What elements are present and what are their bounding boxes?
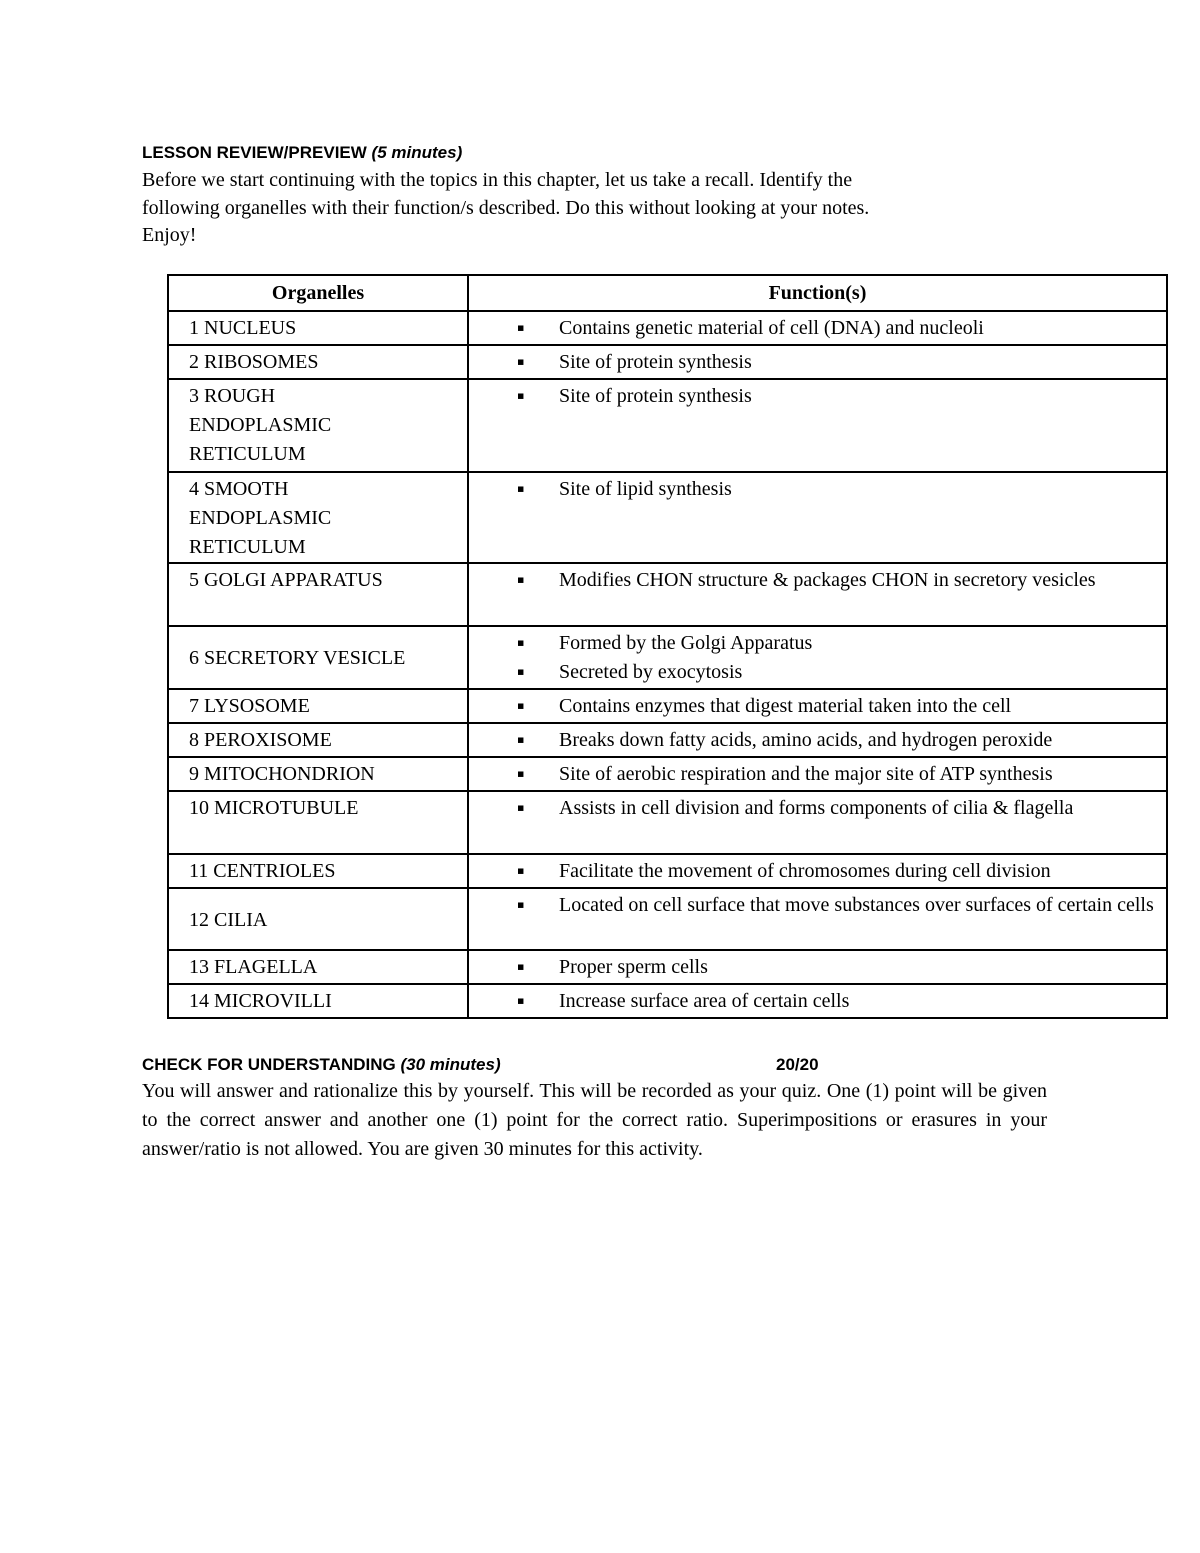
function-list [469, 692, 1166, 721]
table-row [168, 689, 1167, 723]
intro-line: Enjoy! [142, 224, 197, 246]
organelle-functions [468, 950, 1167, 984]
bullet-icon: ▪ [517, 321, 525, 334]
function-list [469, 629, 1166, 687]
bullet-icon: ▪ [517, 960, 525, 973]
function-text: Located on cell surface that move substances over surfaces of certain cells [559, 894, 1154, 916]
function-list [469, 566, 1166, 595]
organelle-name: 6 SECRETORY VESICLE [168, 626, 468, 689]
function-list [469, 794, 1166, 823]
column-header-organelles: Organelles [168, 275, 468, 311]
intro-line: following organelles with their function/s described. Do this without looking at your notes. [142, 196, 870, 219]
organelle-name: 9 MITOCHONDRION [168, 757, 468, 791]
organelle-functions [468, 888, 1167, 950]
function-item [469, 726, 1166, 755]
organelles-table [167, 274, 1168, 1019]
function-list [469, 726, 1166, 755]
bullet-icon: ▪ [517, 898, 525, 911]
function-text: Facilitate the movement of chromosomes during cell division [559, 860, 1051, 882]
organelle-functions [468, 472, 1167, 563]
table-row [168, 311, 1167, 345]
function-text: Proper sperm cells [559, 956, 708, 978]
organelle-functions [468, 563, 1167, 626]
function-text: Site of lipid synthesis [559, 478, 732, 500]
function-item [469, 692, 1166, 721]
column-header-functions: Function(s) [468, 275, 1167, 311]
lesson-review-heading [142, 143, 462, 163]
function-item [469, 891, 1166, 920]
function-item [469, 857, 1166, 886]
function-text: Site of protein synthesis [559, 351, 752, 373]
bullet-icon: ▪ [517, 636, 525, 649]
table-row [168, 723, 1167, 757]
function-item [469, 314, 1166, 343]
table-row [168, 626, 1167, 689]
function-list [469, 314, 1166, 343]
bullet-icon: ▪ [517, 733, 525, 746]
lesson-review-title: LESSON REVIEW/PREVIEW [142, 143, 367, 162]
organelle-functions [468, 379, 1167, 472]
organelle-name: 1 NUCLEUS [168, 311, 468, 345]
function-text: Site of protein synthesis [559, 385, 752, 407]
function-text: Contains genetic material of cell (DNA) and nucleoli [559, 317, 984, 339]
bullet-icon: ▪ [517, 699, 525, 712]
function-list [469, 475, 1166, 504]
check-understanding-heading [142, 1055, 501, 1075]
function-list [469, 987, 1166, 1016]
function-item [469, 382, 1166, 411]
function-list [469, 348, 1166, 377]
bullet-icon: ▪ [517, 389, 525, 402]
table-row [168, 950, 1167, 984]
function-item [469, 348, 1166, 377]
check-understanding-title: CHECK FOR UNDERSTANDING [142, 1055, 396, 1074]
function-item [469, 475, 1166, 504]
function-list [469, 891, 1166, 920]
function-text: Secreted by exocytosis [559, 661, 743, 683]
organelle-functions [468, 757, 1167, 791]
function-item [469, 760, 1166, 789]
table-row [168, 379, 1167, 472]
organelle-name: 11 CENTRIOLES [168, 854, 468, 888]
organelle-functions [468, 345, 1167, 379]
check-understanding-instructions: You will answer and rationalize this by yourself. This will be recorded as your quiz. One (1) point will be given to the correct answer and another one (1) point for the correct ratio. Superimpositions or erasures in your answer/ratio is not allowed. You are given 30 minutes for this activity. [142, 1080, 1047, 1160]
organelle-name: 13 FLAGELLA [168, 950, 468, 984]
table-row [168, 791, 1167, 854]
organelle-functions [468, 689, 1167, 723]
organelle-name: 7 LYSOSOME [168, 689, 468, 723]
table-row [168, 563, 1167, 626]
table-row [168, 888, 1167, 950]
bullet-icon: ▪ [517, 767, 525, 780]
function-list [469, 382, 1166, 411]
bullet-icon: ▪ [517, 994, 525, 1007]
bullet-icon: ▪ [517, 482, 525, 495]
lesson-review-intro [142, 167, 1022, 250]
function-text: Site of aerobic respiration and the major site of ATP synthesis [559, 763, 1053, 785]
function-text: Breaks down fatty acids, amino acids, and hydrogen peroxide [559, 729, 1053, 751]
function-item [469, 658, 1166, 687]
organelle-name: 12 CILIA [168, 888, 468, 950]
organelle-functions [468, 311, 1167, 345]
lesson-review-time: (5 minutes) [371, 143, 463, 162]
organelle-functions [468, 854, 1167, 888]
table-row [168, 345, 1167, 379]
function-item [469, 794, 1166, 823]
organelle-functions [468, 723, 1167, 757]
organelle-name: 10 MICROTUBULE [168, 791, 468, 854]
table-header-row [168, 275, 1167, 311]
check-understanding-time: (30 minutes) [400, 1055, 501, 1074]
organelle-name: 4 SMOOTH ENDOPLASMIC RETICULUM [168, 472, 468, 563]
organelle-name: 14 MICROVILLI [168, 984, 468, 1018]
function-item [469, 629, 1166, 658]
intro-line: Before we start continuing with the topics in this chapter, let us take a recall. Identify the [142, 169, 853, 191]
function-text: Increase surface area of certain cells [559, 990, 850, 1012]
quiz-score: 20/20 [776, 1055, 819, 1074]
organelle-name: 5 GOLGI APPARATUS [168, 563, 468, 626]
bullet-icon: ▪ [517, 665, 525, 678]
bullet-icon: ▪ [517, 864, 525, 877]
bullet-icon: ▪ [517, 355, 525, 368]
function-text: Contains enzymes that digest material taken into the cell [559, 695, 1012, 717]
table-row [168, 472, 1167, 563]
function-item [469, 566, 1166, 595]
function-text: Modifies CHON structure & packages CHON in secretory vesicles [559, 569, 1096, 591]
function-list [469, 760, 1166, 789]
organelle-functions [468, 984, 1167, 1018]
organelle-name: 3 ROUGH ENDOPLASMIC RETICULUM [168, 379, 468, 472]
organelle-functions [468, 791, 1167, 854]
table-row [168, 854, 1167, 888]
table-body [168, 311, 1167, 1018]
table-row [168, 984, 1167, 1018]
organelle-name: 2 RIBOSOMES [168, 345, 468, 379]
bullet-icon: ▪ [517, 801, 525, 814]
function-item [469, 953, 1166, 982]
organelle-functions [468, 626, 1167, 689]
bullet-icon: ▪ [517, 573, 525, 586]
organelle-name: 8 PEROXISOME [168, 723, 468, 757]
function-item [469, 987, 1166, 1016]
function-list [469, 953, 1166, 982]
table-row [168, 757, 1167, 791]
function-text: Formed by the Golgi Apparatus [559, 632, 813, 654]
function-text: Assists in cell division and forms components of cilia & flagella [559, 797, 1074, 819]
function-list [469, 857, 1166, 886]
